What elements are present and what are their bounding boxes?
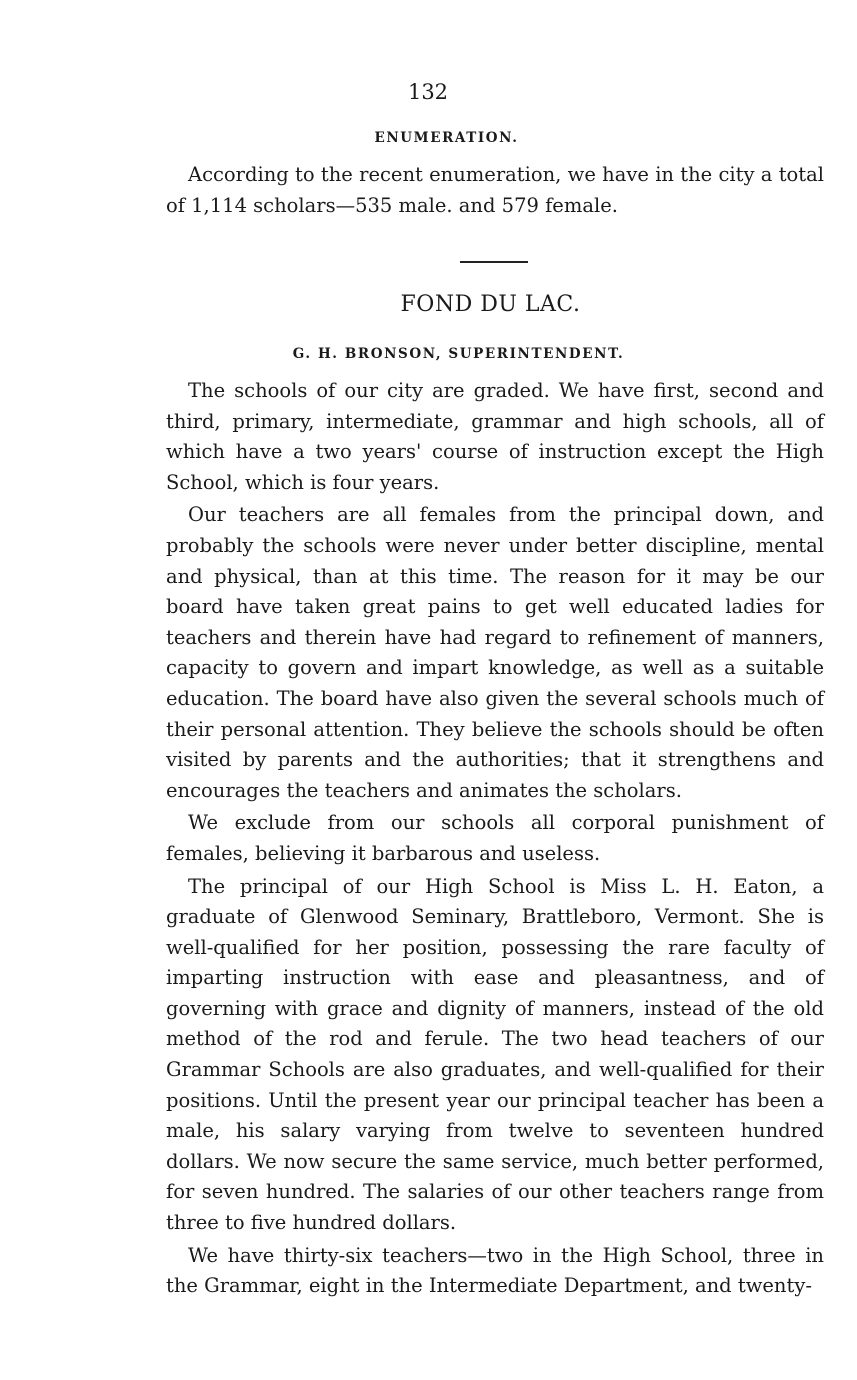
page-number: 132 <box>407 80 449 104</box>
enumeration-heading: ENUMERATION. <box>374 130 519 146</box>
section-divider <box>460 261 528 263</box>
section-body <box>166 376 824 1304</box>
body-paragraph: Our teachers are all females from the principal down, and probably the schools were never under better discipline, mental and physical, than at this time. The reason for it may be our board have taken great pains to get well educated ladies for teachers and therein have had regard to refinement of manners, capacity to govern and impart knowledge, as well as a suitable education. The board have also given the several schools much of their personal attention. They believe the schools should be often visited by parents and the authorities; that it strengthens and encourages the teachers and animates the scholars. <box>166 503 824 802</box>
body-paragraph: We exclude from our schools all corporal punishment of females, believing it barbarous and useless. <box>166 811 824 865</box>
body-paragraph: The principal of our High School is Miss L. H. Eaton, a graduate of Glenwood Seminary, Brattleboro, Vermont. She is well-qualified for her position, possessing the rare faculty of imparting instruction with ease and pleasantness, and of governing with grace and dignity of manners, instead of the old method of the rod and ferule. The two head teachers of our Grammar Schools are also graduates, and well-qualified for their positions. Until the present year our principal teacher has been a male, his salary varying from twelve to seventeen hundred dollars. We now secure the same service, much better performed, for seven hundred. The salaries of our other teachers range from three to five hundred dollars. <box>166 874 824 1235</box>
section-title: FOND DU LAC. <box>400 292 581 317</box>
body-paragraph: We have thirty-six teachers—two in the High School, three in the Grammar, eight in the Intermediate Department, and twenty- <box>166 1243 824 1298</box>
section-subtitle: G. H. BRONSON, SUPERINTENDENT. <box>292 346 625 362</box>
section-title-wrap <box>0 292 857 317</box>
body-paragraph: The schools of our city are graded. We have first, second and third, primary, intermediate, grammar and high schools, all of which have a two years' course of instruction except the High School, which is four years. <box>166 379 824 494</box>
enumeration-paragraph: According to the recent enumeration, we have in the city a total of 1,114 scholars—535 male. and 579 female. <box>166 163 824 217</box>
